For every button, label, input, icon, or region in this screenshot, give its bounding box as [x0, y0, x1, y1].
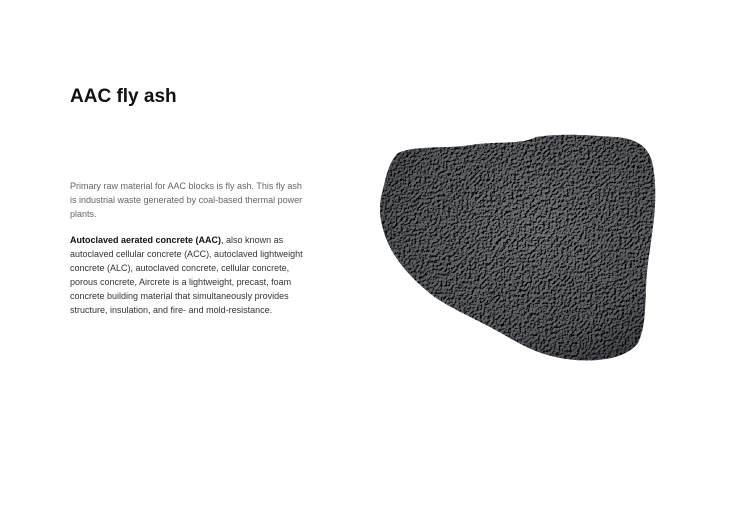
paragraph-aac-definition: [70, 233, 306, 317]
stone-shape: [380, 135, 655, 361]
paragraph-fly-ash: Primary raw material for AAC blocks is fly ash. This fly ash is industrial waste generated by coal-based thermal power plants.: [70, 181, 303, 219]
text-column: [70, 179, 306, 329]
aac-definition-text: , also known as autoclaved cellular concrete (ACC), autoclaved lightweight concrete (ALC), autoclaved concrete, cellular concrete, porous concrete, Aircrete is a lightweight, precast, foam concrete building material that simultaneously provides structure, insulation, and fire- and mold-resistance.: [70, 235, 303, 315]
aac-block-stone-image: [376, 133, 660, 363]
slide-title: AAC fly ash: [70, 86, 177, 107]
aac-term: Autoclaved aerated concrete (AAC): [70, 235, 222, 245]
